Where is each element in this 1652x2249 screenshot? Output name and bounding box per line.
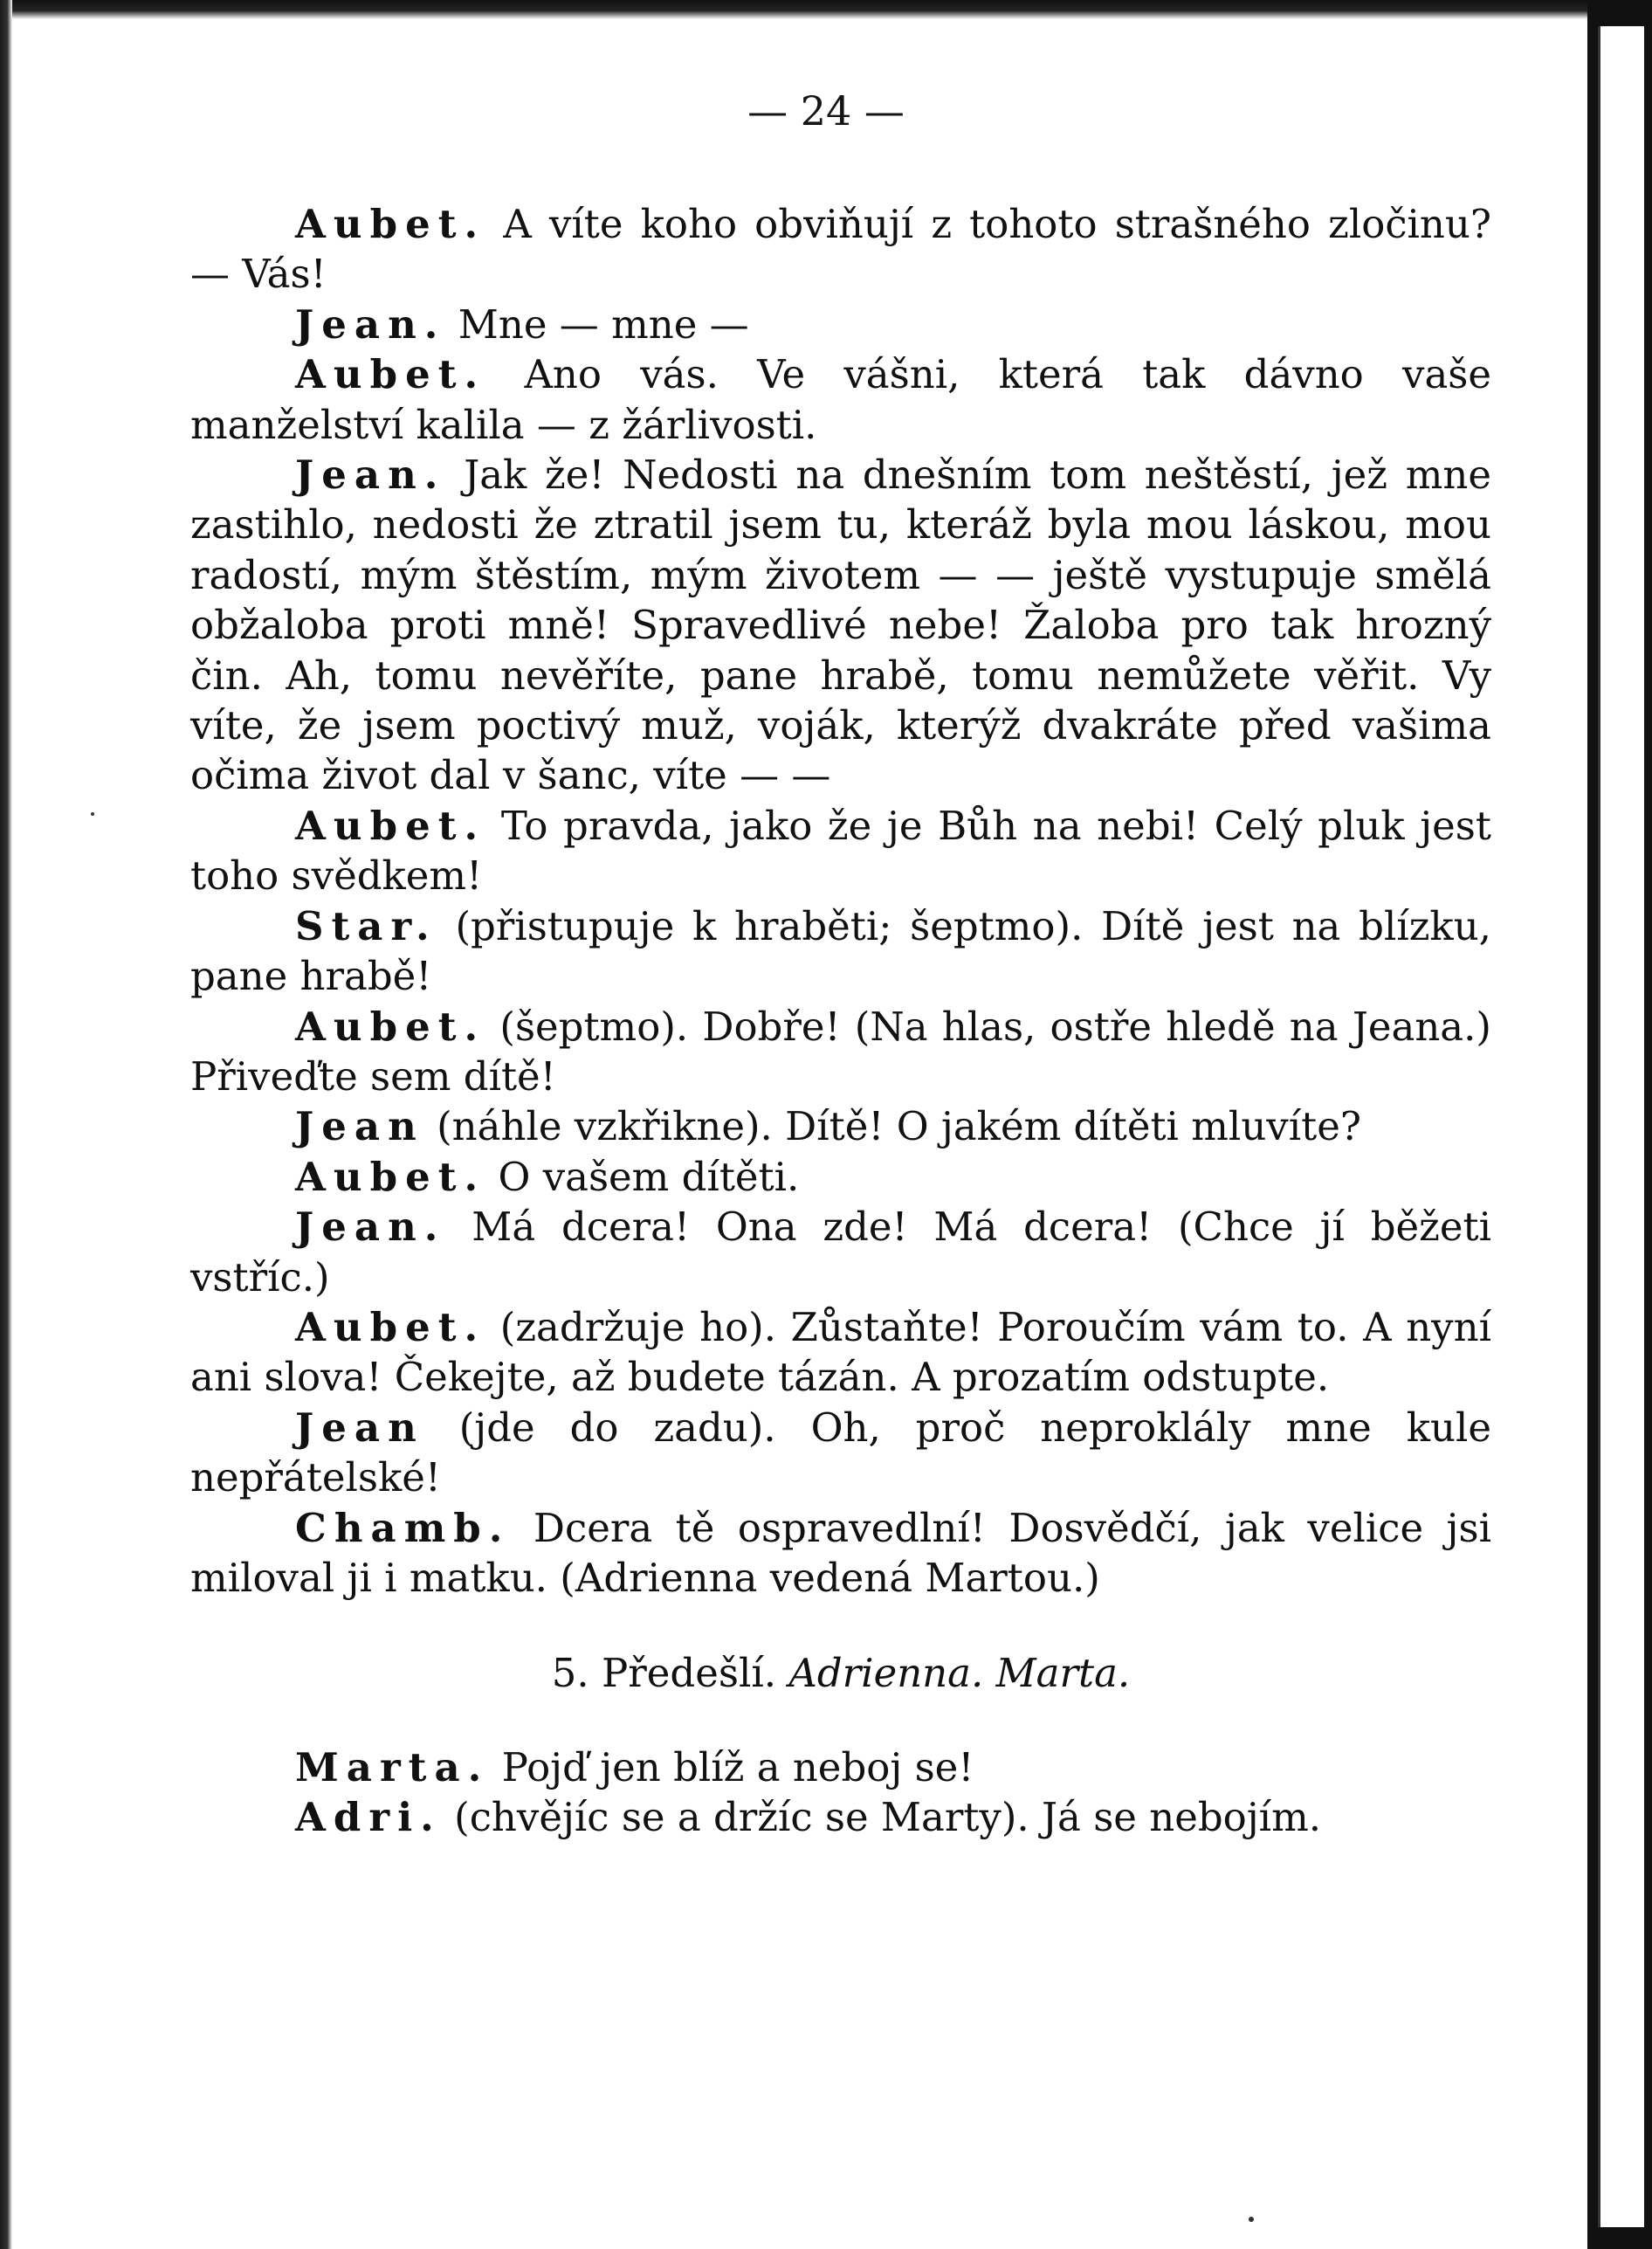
dialogue-text: Jak že! Nedosti na dnešním tom neštěstí, jež mne zastihlo, nedosti že ztratil jsem tu, kteráž byla mou láskou, mou radostí, mým štěstím, mým životem — — ještě vystupuje smělá obžaloba proti mně! Spravedlivé nebe! Žaloba pro tak hrozný čin. Ah, tomu nevěříte, pane hrabě, tomu nemůžete věřit. Vy víte, že jsem poctivý muž, voják, kterýž dvakráte před vašima očima život dal v šanc, víte — — [190,452,1491,799]
dialogue-line [190,450,1491,801]
dialogue-line [190,901,1491,1002]
scan-speck [91,812,94,816]
speaker-name: Aubet. [295,351,486,398]
speaker-name: Marta. [295,1743,490,1790]
dialogue-line [190,1403,1491,1503]
scan-left-edge [0,0,12,2249]
dialogue-line [190,1002,1491,1102]
page-number: — 24 — [747,87,905,135]
dialogue-text: To pravda, jako že je Bůh na nebi! Celý pluk jest toho svědkem! [190,802,1491,900]
speaker-name: Jean. [295,452,446,499]
dialogue-text: (jde do zadu). Oh, proč neproklály mne kule nepřátelské! [190,1404,1491,1501]
speaker-name: Jean. [295,1204,446,1251]
speaker-name: Adri. [295,1794,442,1841]
dialogue-text: Mne — mne — [458,300,749,348]
speaker-name: Aubet. [295,1303,486,1350]
speaker-name: Aubet. [295,802,486,849]
speaker-name: Star. [295,902,437,949]
dialogue-line [190,1792,1491,1842]
dialogue-line [190,300,1491,349]
speaker-name: Aubet. [295,201,486,247]
dialogue-text: (přistupuje k hraběti; šeptmo). Dítě jest na blízku, pane hrabě! [190,902,1491,1000]
speaker-name: Chamb. [295,1504,511,1551]
dialogue-line [190,349,1491,450]
dialogue-text: Pojď jen blíž a neboj se! [501,1743,974,1790]
dialogue-text: Má dcera! Ona zde! Má dcera! (Chce jí běžeti vstříc.) [190,1204,1491,1300]
scene-characters: Adrienna. Marta. [788,1650,1131,1697]
speaker-name: Aubet. [295,1003,486,1050]
dialogue-text: (chvějíc se a držíc se Marty). Já se nebojím. [454,1794,1322,1841]
speaker-name: Jean [295,1103,424,1150]
dialogue-line [190,199,1491,300]
scan-top-edge [0,0,1652,19]
dialogue-line [190,801,1491,901]
speaker-name: Jean. [295,300,446,348]
scene-heading [190,1648,1491,1698]
dialogue-line [190,1302,1491,1403]
dialogue-line [190,1152,1491,1202]
dialogue-text: Dcera tě ospravedlní! Dosvědčí, jak velice jsi miloval ji i matku. (Adrienna vedená Martou.) [190,1504,1491,1601]
dialogue-line [190,1742,1491,1792]
dialogue-text: A víte koho obviňují z tohoto strašného zločinu? — Vás! [190,201,1492,298]
speaker-name: Aubet. [295,1153,486,1200]
dialogue-text: Ano vás. Ve vášni, která tak dávno vaše manželství kalila — z žárlivosti. [190,351,1491,448]
dialogue-text: (zadržuje ho). Zůstaňte! Poroučím vám to. A nyní ani slova! Čekejte, až budete tázán. A prozatím odstupte. [190,1303,1491,1401]
dialogue-text: (šeptmo). Dobře! (Na hlas, ostře hledě na Jeana.) Přiveďte sem dítě! [190,1003,1491,1100]
dialogue-line [190,1101,1491,1151]
speaker-name: Jean [295,1404,424,1451]
scan-speck [1249,2217,1254,2222]
dialogue-line [190,1202,1491,1302]
dialogue-text: (náhle vzkřikne). Dítě! O jakém dítěti mluvíte? [437,1103,1361,1150]
next-page-edge [1598,26,1644,2227]
page-body [190,199,1491,1843]
dialogue-text: O vašem dítěti. [498,1153,800,1200]
scene-number: 5. Předešlí. [551,1650,777,1697]
dialogue-line [190,1503,1491,1604]
